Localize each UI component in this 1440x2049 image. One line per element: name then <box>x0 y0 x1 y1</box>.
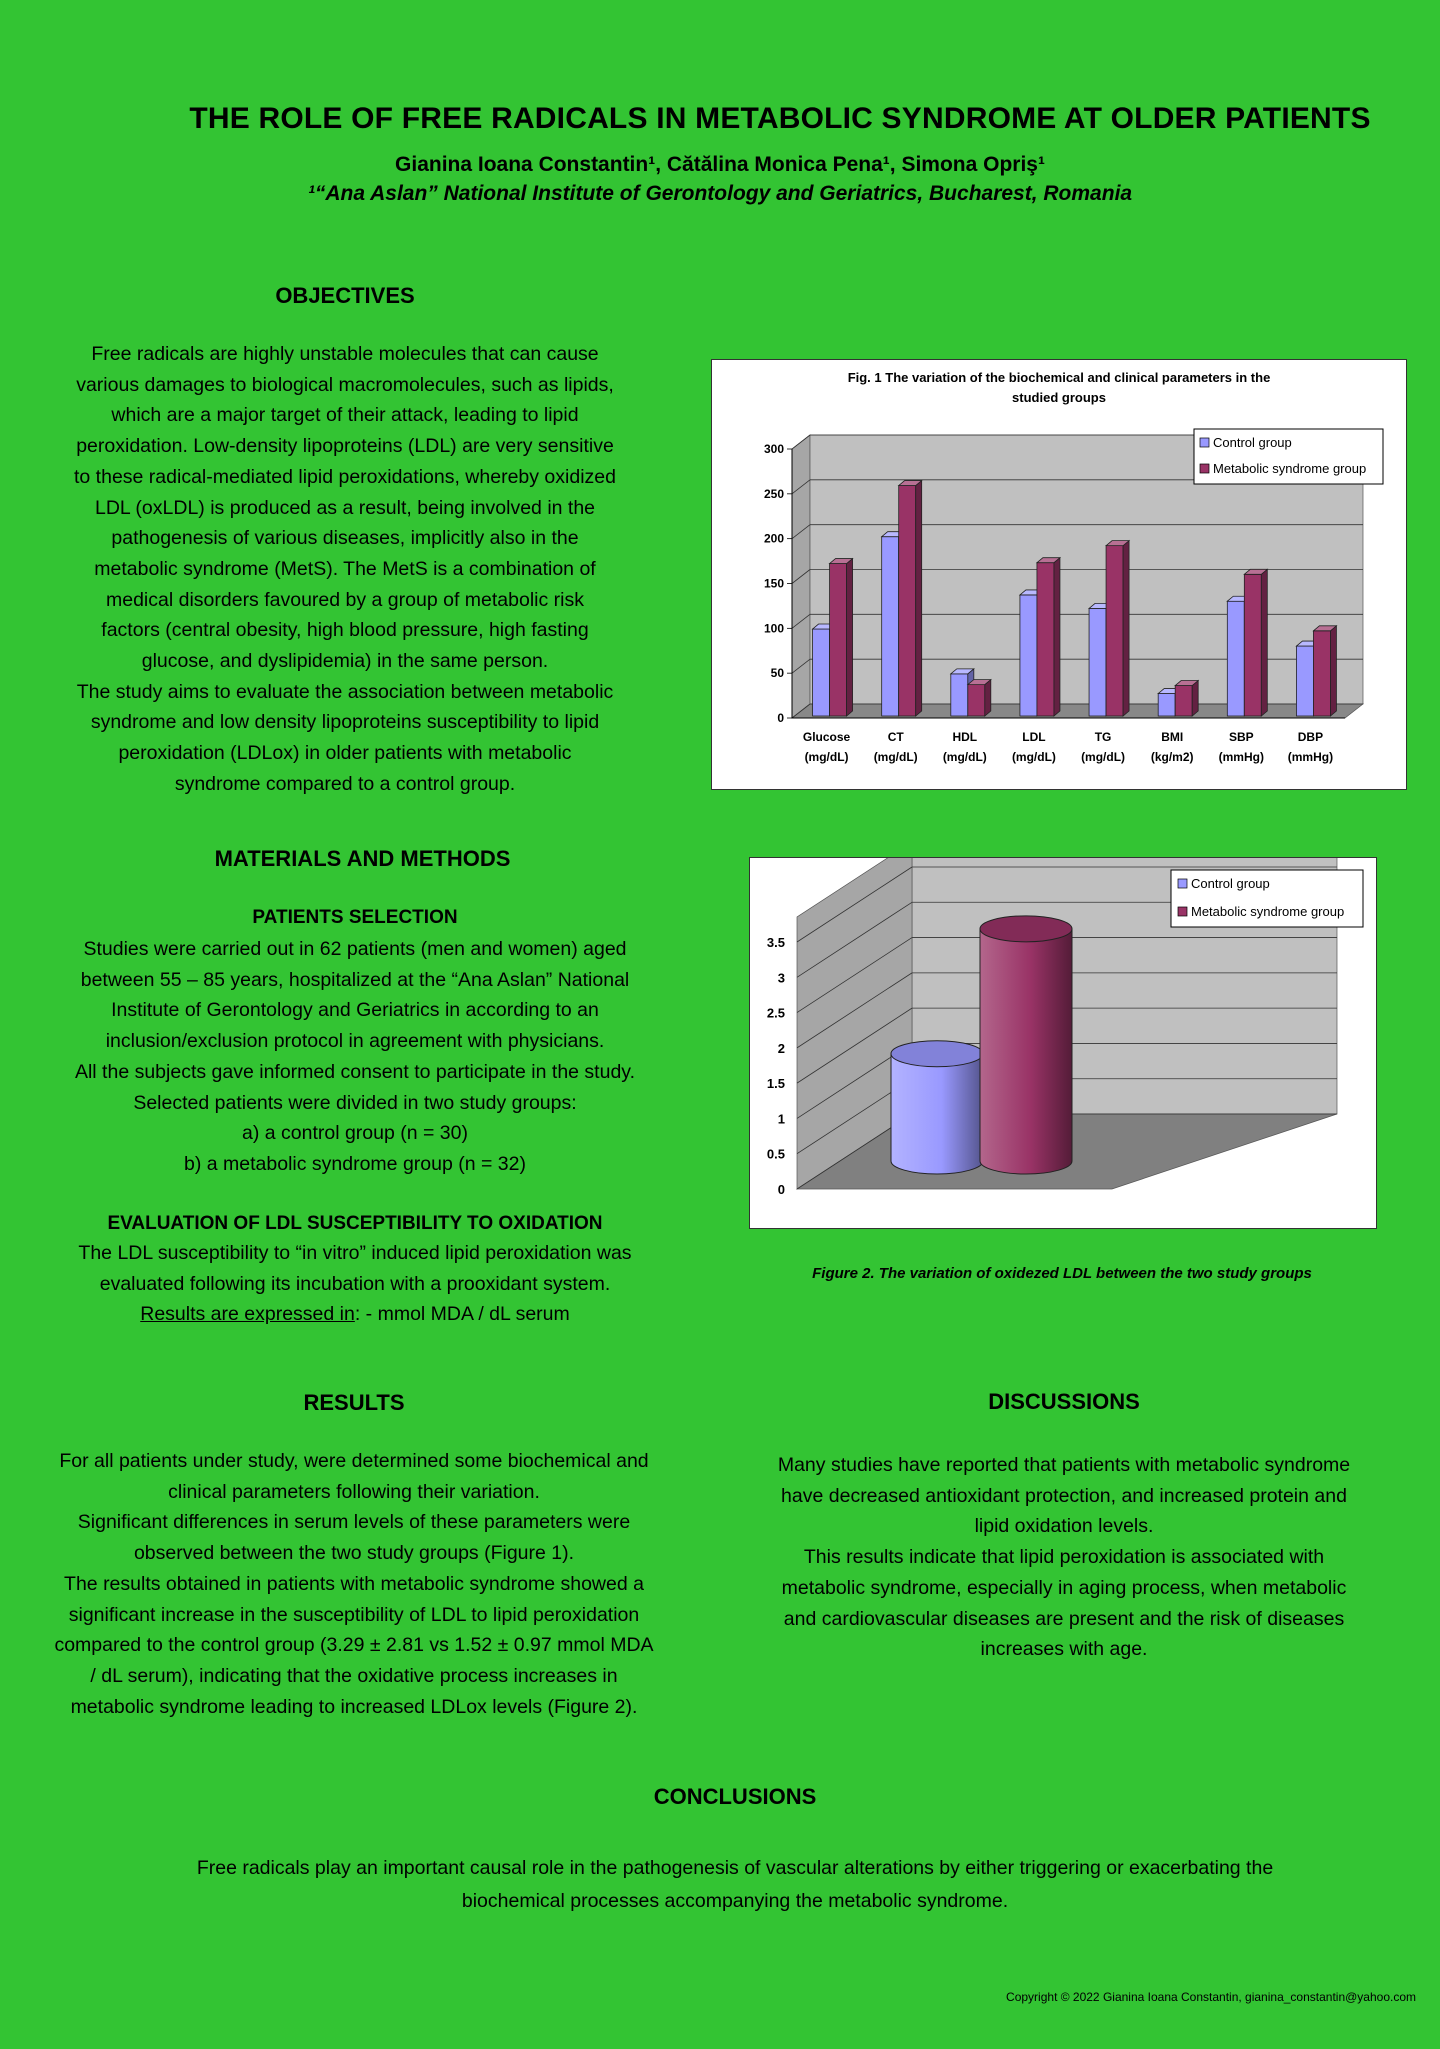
results-line: / dL serum), indicating that the oxidative process increases in <box>90 1664 618 1687</box>
figure-1-x-tick-label-line: (mg/dL) <box>1011 750 1056 764</box>
figure-2-cylinder <box>891 1054 983 1174</box>
ldl-oxidation-text <box>0 1238 710 1330</box>
figure-1-y-tick-label: 150 <box>763 576 784 591</box>
figure-1-x-tick-label <box>1012 730 1056 764</box>
ldl-line: evaluated following its incubation with a prooxidant system. <box>99 1272 611 1295</box>
results-heading: RESULTS <box>303 1390 405 1415</box>
figure-1-bar-side <box>847 559 853 716</box>
objectives-line: pathogenesis of various diseases, implicitly also in the <box>111 527 579 550</box>
figure-1-bar <box>899 486 916 716</box>
results-text <box>0 1446 708 1722</box>
patients-line: All the subjects gave informed consent to participate in the study. <box>74 1060 636 1083</box>
figure-1-x-tick-label-line: SBP <box>1228 730 1254 744</box>
results-line: metabolic syndrome leading to increased LDLox levels (Figure 2). <box>70 1695 638 1718</box>
figure-1-x-tick-label-line: (mmHg) <box>1287 750 1334 764</box>
figure-1-x-tick-label-line: BMI <box>1161 730 1184 744</box>
results-line: For all patients under study, were determined some biochemical and <box>59 1450 649 1472</box>
patients-selection-heading: PATIENTS SELECTION <box>252 907 458 928</box>
figure-1-bar <box>830 564 847 716</box>
figure-1-x-tick-label-line: (mg/dL) <box>1081 750 1126 764</box>
figure-1-bar <box>1158 694 1175 716</box>
patients-selection-text <box>0 934 710 1180</box>
results-line: clinical parameters following their variation. <box>168 1480 540 1503</box>
figure-1-bar <box>1244 574 1261 716</box>
figure-1-x-tick-label-line: LDL <box>1022 730 1046 744</box>
discussions-line: lipid oxidation levels. <box>974 1515 1154 1538</box>
figure-1-x-tick-label-line: Glucose <box>802 730 851 744</box>
figure-1-x-tick-label <box>803 730 851 764</box>
figure-1-bar-side <box>1192 681 1198 716</box>
results-line: significant increase in the susceptibility of LDL to lipid peroxidation <box>68 1603 640 1626</box>
authors: Gianina Ioana Constantin¹, Cătălina Monica Pena¹, Simona Opriş¹ <box>395 153 1045 176</box>
patients-line: Institute of Gerontology and Geriatrics in according to an <box>111 999 599 1022</box>
figure-1-y-tick-label: 250 <box>763 486 784 501</box>
figure-1-bar <box>951 674 968 716</box>
results-expressed-value: : - mmol MDA / dL serum <box>354 1303 570 1326</box>
figure-1-legend-swatch <box>1200 464 1209 473</box>
ldl-oxidation-heading: EVALUATION OF LDL SUSCEPTIBILITY TO OXIDATION <box>107 1213 603 1234</box>
objectives-line: peroxidation (LDLox) in older patients with metabolic <box>118 742 572 765</box>
figure-1-x-tick-label-line: (mg/dL) <box>873 750 918 764</box>
figure-1-chart <box>712 360 1406 789</box>
figure-2-caption: Figure 2. The variation of oxidezed LDL between the two study groups <box>812 1265 1312 1282</box>
figure-1-x-tick-label-line: (mg/dL) <box>804 750 849 764</box>
poster-title: THE ROLE OF FREE RADICALS IN METABOLIC SYNDROME AT OLDER PATIENTS <box>189 102 1371 135</box>
discussions-line: Many studies have reported that patients with metabolic syndrome <box>777 1454 1351 1476</box>
figure-2-legend-label: Metabolic syndrome group <box>1191 904 1345 919</box>
figure-2-y-tick-label: 3.5 <box>766 935 785 950</box>
figure-1-legend-swatch <box>1200 438 1209 447</box>
patients-line: inclusion/exclusion protocol in agreement with physicians. <box>105 1030 605 1053</box>
figure-1-bar <box>1313 631 1330 716</box>
figure-1-bar <box>1175 686 1192 716</box>
objectives-line: to these radical-mediated lipid peroxidations, whereby oxidized <box>74 465 616 488</box>
figure-2-panel <box>749 857 1377 1229</box>
figure-1-title-line: Fig. 1 The variation of the biochemical and clinical parameters in the <box>847 370 1271 385</box>
figure-2-y-tick-label: 2 <box>777 1040 785 1056</box>
figure-1-bar <box>1227 601 1244 716</box>
figure-1-x-tick-label <box>1151 730 1194 764</box>
patients-line: b) a metabolic syndrome group (n = 32) <box>184 1152 526 1175</box>
figure-1-bar-side <box>985 680 991 716</box>
objectives-text <box>0 339 690 800</box>
figure-1-x-tick-label-line: (mmHg) <box>1218 750 1264 764</box>
objectives-line: factors (central obesity, high blood pressure, high fasting <box>101 619 589 642</box>
figure-2-y-tick-label: 2.5 <box>766 1005 785 1021</box>
patients-line: Selected patients were divided in two study groups: <box>133 1091 577 1114</box>
figure-2-y-tick-label: 1 <box>777 1111 785 1127</box>
figure-2-legend-swatch <box>1178 879 1187 888</box>
results-line: The results obtained in patients with metabolic syndrome showed a <box>64 1572 644 1595</box>
discussions-line: have decreased antioxidant protection, and increased protein and <box>781 1484 1347 1507</box>
results-expressed-label: Results are expressed in <box>140 1303 355 1326</box>
figure-1-title-line: studied groups <box>1012 390 1106 405</box>
figure-1-y-tick-label: 300 <box>763 442 784 456</box>
figure-1-bar-side <box>1261 569 1267 716</box>
figure-1-bar <box>1089 608 1106 716</box>
figure-1-panel <box>711 359 1407 790</box>
figure-1-bar <box>1296 646 1313 716</box>
figure-1-legend-label: Control group <box>1213 435 1292 450</box>
objectives-line: metabolic syndrome (MetS). The MetS is a combination of <box>94 557 596 580</box>
objectives-line: syndrome and low density lipoproteins susceptibility to lipid <box>90 711 600 734</box>
figure-1-y-tick-label: 200 <box>763 531 784 546</box>
figure-1-bar <box>882 537 899 716</box>
ldl-line: The LDL susceptibility to “in vitro” induced lipid peroxidation was <box>78 1242 632 1264</box>
discussions-line: increases with age. <box>980 1638 1148 1661</box>
figure-1-y-tick-label: 50 <box>770 666 784 681</box>
figure-1-title <box>848 370 1271 405</box>
figure-1-x-tick-label <box>943 730 987 764</box>
conclusions-heading: CONCLUSIONS <box>653 1784 817 1809</box>
patients-line: a) a control group (n = 30) <box>241 1122 468 1145</box>
figure-1-bar <box>813 629 830 716</box>
results-line: observed between the two study groups (Figure 1). <box>133 1542 575 1565</box>
discussions-line: and cardiovascular diseases are present and the risk of diseases <box>783 1607 1345 1630</box>
figure-1-bar <box>1037 563 1054 716</box>
figure-1-x-tick-label <box>874 730 918 764</box>
objectives-line: glucose, and dyslipidemia) in the same person. <box>141 650 549 673</box>
objectives-line: syndrome compared to a control group. <box>174 772 516 795</box>
results-expressed-line <box>0 1299 710 1330</box>
figure-1-x-tick-label-line: (kg/m2) <box>1150 750 1194 764</box>
figure-2-cylinder <box>980 929 1072 1174</box>
figure-2-y-tick-label: 1.5 <box>766 1076 785 1092</box>
figure-2-y-tick-label: 3 <box>777 970 785 986</box>
figure-1-x-tick-label-line: (mg/dL) <box>942 750 987 764</box>
figure-2-legend-swatch <box>1178 907 1187 916</box>
figure-1-bar <box>1106 546 1123 716</box>
discussions-text <box>704 1450 1424 1665</box>
objectives-line: which are a major target of their attack, leading to lipid <box>111 404 579 427</box>
objectives-line: LDL (oxLDL) is produced as a result, being involved in the <box>94 496 596 519</box>
figure-1-x-tick-label-line: DBP <box>1297 730 1324 744</box>
objectives-line: The study aims to evaluate the association between metabolic <box>76 680 614 703</box>
figure-1-x-tick-label <box>1219 730 1264 764</box>
figure-1-x-tick-label-line: HDL <box>952 730 978 744</box>
figure-2-y-tick-label: 0 <box>777 1182 785 1197</box>
objectives-line: medical disorders favoured by a group of metabolic risk <box>106 588 584 611</box>
patients-line: between 55 – 85 years, hospitalized at the “Ana Aslan” National <box>80 968 630 991</box>
figure-2-cylinder-top <box>891 1041 983 1067</box>
discussions-line: metabolic syndrome, especially in aging process, when metabolic <box>781 1576 1347 1599</box>
figure-1-x-tick-label <box>1081 730 1125 764</box>
figure-1-bar <box>968 685 985 716</box>
results-line: Significant differences in serum levels of these parameters were <box>77 1511 631 1534</box>
copyright-text: Copyright © 2022 Gianina Ioana Constantin, gianina_constantin@yahoo.com <box>1006 1990 1416 2004</box>
figure-1-floor <box>792 704 1363 718</box>
figure-2-cylinder-top <box>980 916 1072 942</box>
figure-2-chart <box>750 858 1376 1228</box>
conclusions-text <box>0 1852 1440 1917</box>
patients-line: Studies were carried out in 62 patients (men and women) aged <box>83 938 627 960</box>
figure-2-legend-label: Control group <box>1191 876 1270 891</box>
objectives-line: Free radicals are highly unstable molecules that can cause <box>91 343 599 365</box>
methods-heading: MATERIALS AND METHODS <box>214 846 511 871</box>
conclusions-line: Free radicals play an important causal role in the pathogenesis of vascular alterations by either triggering or exacerbating the <box>196 1857 1274 1879</box>
results-line: compared to the control group (3.29 ± 2.81 vs 1.52 ± 0.97 mmol MDA <box>54 1634 654 1657</box>
affiliation: ¹“Ana Aslan” National Institute of Gerontology and Geriatrics, Bucharest, Romania <box>307 182 1133 205</box>
figure-2-y-tick-label: 0.5 <box>766 1146 785 1162</box>
figure-1-x-tick-label <box>1288 730 1333 764</box>
conclusions-line: biochemical processes accompanying the metabolic syndrome. <box>461 1889 1009 1912</box>
figure-1-bar-side <box>916 481 922 716</box>
figure-1-x-tick-label-line: TG <box>1094 730 1112 744</box>
figure-1-bar-side <box>1123 541 1129 716</box>
figure-1-bar-side <box>1330 626 1336 716</box>
discussions-line: This results indicate that lipid peroxidation is associated with <box>803 1546 1325 1569</box>
figure-1-y-tick-label: 0 <box>777 711 784 725</box>
objectives-heading: OBJECTIVES <box>275 283 415 308</box>
figure-1-bar <box>1020 595 1037 716</box>
objectives-line: peroxidation. Low-density lipoproteins (LDL) are very sensitive <box>76 435 614 458</box>
objectives-line: various damages to biological macromolecules, such as lipids, <box>76 373 614 396</box>
figure-1-y-tick-label: 100 <box>763 621 784 636</box>
discussions-heading: DISCUSSIONS <box>988 1389 1140 1414</box>
figure-1-x-tick-label-line: CT <box>887 730 904 744</box>
figure-1-legend-label: Metabolic syndrome group <box>1213 461 1367 476</box>
figure-1-bar-side <box>1054 558 1060 716</box>
